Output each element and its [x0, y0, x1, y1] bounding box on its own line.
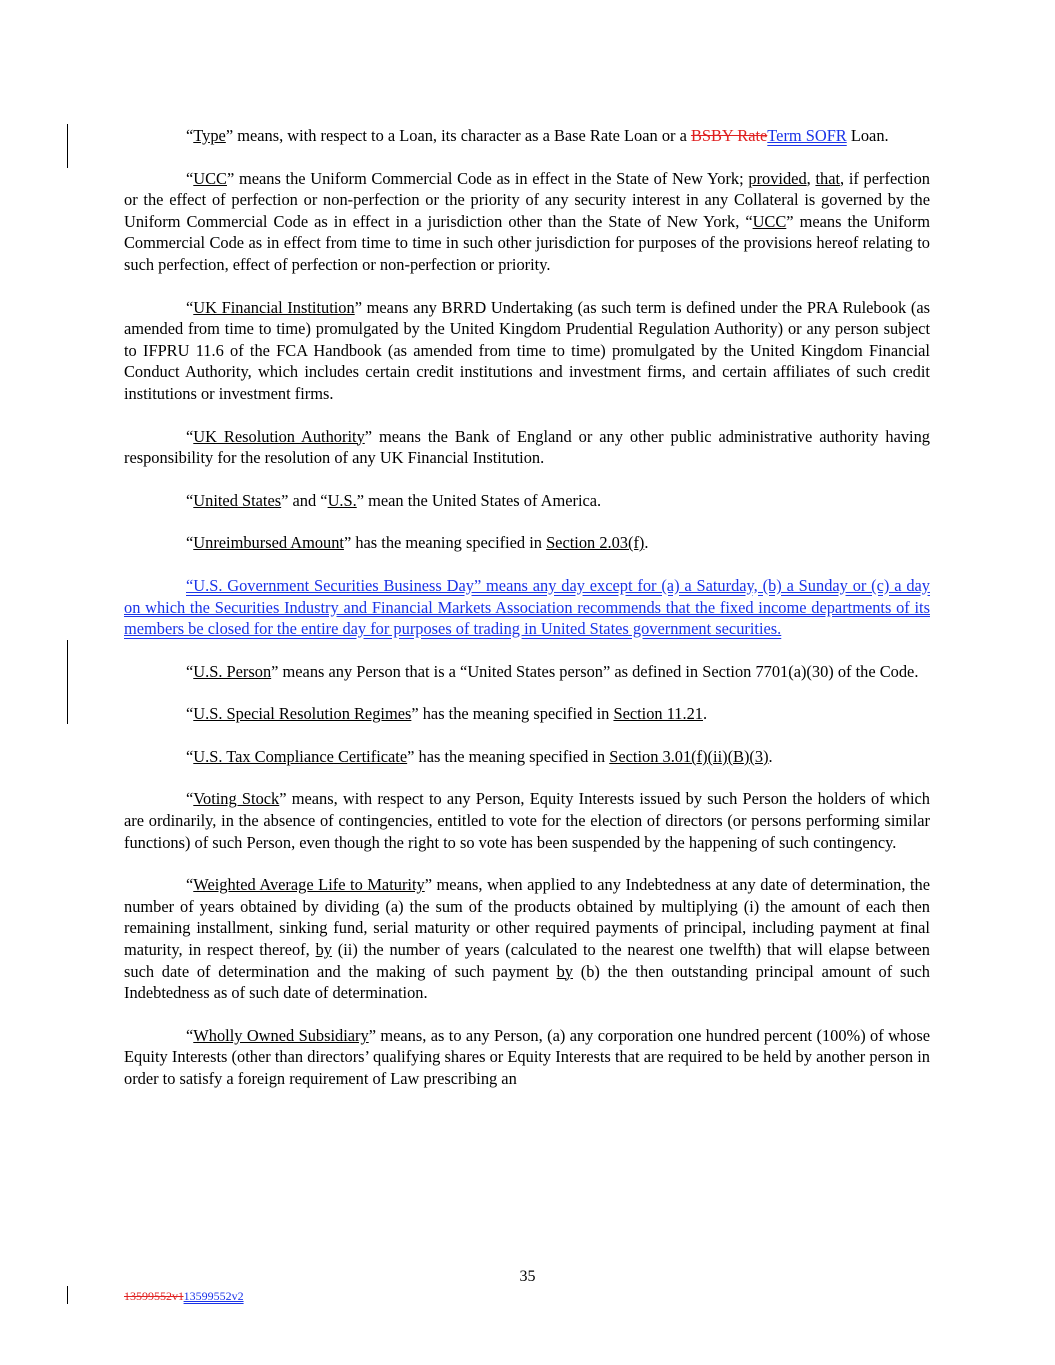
defined-term-uk-financial-institution: UK Financial Institution — [193, 297, 355, 317]
by-text: by — [315, 940, 332, 960]
defined-term-ucc: UCC — [193, 168, 227, 188]
definition-us-special-resolution-regimes: “U.S. Special Resolution Regimes” has the meaning specified in Section 11.21. — [186, 704, 708, 724]
definition-voting-stock: “Voting Stock” means, with respect to any Person, Equity Interests issued by such Person the holders of which are ordinarily, in the absence of contingencies, entitled to vote for the election of directors (or persons performing similar functions) of such Person, even though the right to so vote has been suspended by the happening of such contingency. — [124, 789, 930, 852]
definition-us-tax-compliance-certificate: “U.S. Tax Compliance Certificate” has the meaning specified in Section 3.01(f)(ii)(B)(3). — [186, 746, 773, 766]
definition-uk-resolution-authority: “UK Resolution Authority” means the Bank of England or any other public administrative authority having responsibility for the resolution of any UK Financial Institution. — [124, 426, 930, 468]
definition-wholly-owned-subsidiary: “Wholly Owned Subsidiary” means, as to any Person, (a) any corporation one hundred percent (100%) of whose Equity Interests (other than directors’ qualifying shares or Equity Interests that are required to be held by another person in order to satisfy a foreign requirement of Law prescribing an — [124, 1025, 930, 1088]
page-number: 35 — [519, 1268, 536, 1285]
definition-type: “Type” means, with respect to a Loan, its character as a Base Rate Loan or a BSBY RateTerm SOFR Loan. — [186, 126, 889, 145]
definition-us-person: “U.S. Person” means any Person that is a “United States person” as defined in Section 7701(a)(30) of the Code. — [186, 661, 919, 681]
section-reference: Section 3.01(f)(ii)(B)(3) — [609, 746, 769, 766]
section-reference: Section 11.21 — [613, 704, 703, 724]
change-bar-usgov — [67, 640, 68, 724]
defined-term-voting-stock: Voting Stock — [193, 789, 280, 809]
defined-term-us-special-resolution-regimes: U.S. Special Resolution Regimes — [193, 704, 412, 724]
defined-term-united-states: United States — [193, 490, 282, 510]
provided-text: provided — [748, 168, 807, 188]
inserted-text-term-sofr: Term SOFR — [767, 126, 847, 145]
defined-term-ucc-2: UCC — [752, 211, 787, 231]
change-bar-type — [67, 124, 68, 168]
inserted-doc-id: 13599552v2 — [183, 1289, 244, 1303]
defined-term-uk-resolution-authority: UK Resolution Authority — [193, 426, 365, 446]
definition-ucc: “UCC” means the Uniform Commercial Code as in effect in the State of New York; provided, that, if perfection or the effect of perfection or non-perfection or the priority of any security interest in any Collateral is governed by the Uniform Commercial Code as in effect in a jurisdiction other than the State of New York, “UCC” means the Uniform Commercial Code as in effect from time to time in such other jurisdiction for purposes of the provisions hereof relating to such perfection, effect of perfection or non-perfection or priority. — [124, 168, 930, 274]
definition-weighted-average-life-to-maturity: “Weighted Average Life to Maturity” means, when applied to any Indebtedness at any date of determination, the number of years obtained by dividing (a) the sum of the products obtained by multiplying (i) the amount of each then remaining installment, sinking fund, serial maturity or other required payments of principal, including payment at final maturity, in respect thereof, by (ii) the number of years (calculated to the nearest one twelfth) that will elapse between such date of determination and the making of such payment by (b) the then outstanding principal amount of such Indebtedness as of such date of determination. — [124, 875, 930, 1003]
defined-term-us: U.S. — [327, 490, 357, 510]
section-reference: Section 2.03(f) — [546, 533, 645, 553]
definition-unreimbursed-amount: “Unreimbursed Amount” has the meaning specified in Section 2.03(f). — [186, 533, 649, 553]
inserted-text-us-government-securities-business-day: “U.S. Government Securities Business Day” means any day except for (a) a Saturday, (b) a Sunday or (c) a day on which the Securities Industry and Financial Markets Association recommends that the fixed income departments of its members be closed for the entire day for purposes of trading in United States government securities. — [124, 575, 930, 639]
defined-term-wholly-owned-subsidiary: Wholly Owned Subsidiary — [193, 1025, 369, 1045]
deleted-text-bsby-rate: BSBY Rate — [690, 126, 768, 145]
definition-uk-financial-institution: “UK Financial Institution” means any BRRD Undertaking (as such term is defined under the PRA Rulebook (as amended from time to time) promulgated by the United Kingdom Prudential Regulation Authority) or any person subject to IFPRU 11.6 of the FCA Handbook (as amended from time to time) promulgated by the United Kingdom Financial Conduct Authority, which includes certain credit institutions and investment firms, and certain affiliates of such credit institutions or investment firms. — [124, 297, 930, 403]
document-body — [124, 125, 930, 1111]
deleted-doc-id: 13599552v1 — [124, 1289, 184, 1303]
definition-us-government-securities-business-day — [124, 575, 930, 640]
defined-term-unreimbursed-amount: Unreimbursed Amount — [193, 533, 344, 553]
definition-united-states: “United States” and “U.S.” mean the United States of America. — [186, 490, 602, 510]
change-bar-footer — [67, 1286, 68, 1304]
defined-term-weighted-average-life-to-maturity: Weighted Average Life to Maturity — [193, 875, 425, 895]
that-text: that — [815, 168, 841, 188]
document-id — [124, 1289, 244, 1304]
defined-term-type: Type — [193, 126, 226, 145]
by-text: by — [556, 961, 573, 981]
defined-term-us-person: U.S. Person — [193, 661, 272, 681]
defined-term-us-tax-compliance-certificate: U.S. Tax Compliance Certificate — [193, 746, 408, 766]
